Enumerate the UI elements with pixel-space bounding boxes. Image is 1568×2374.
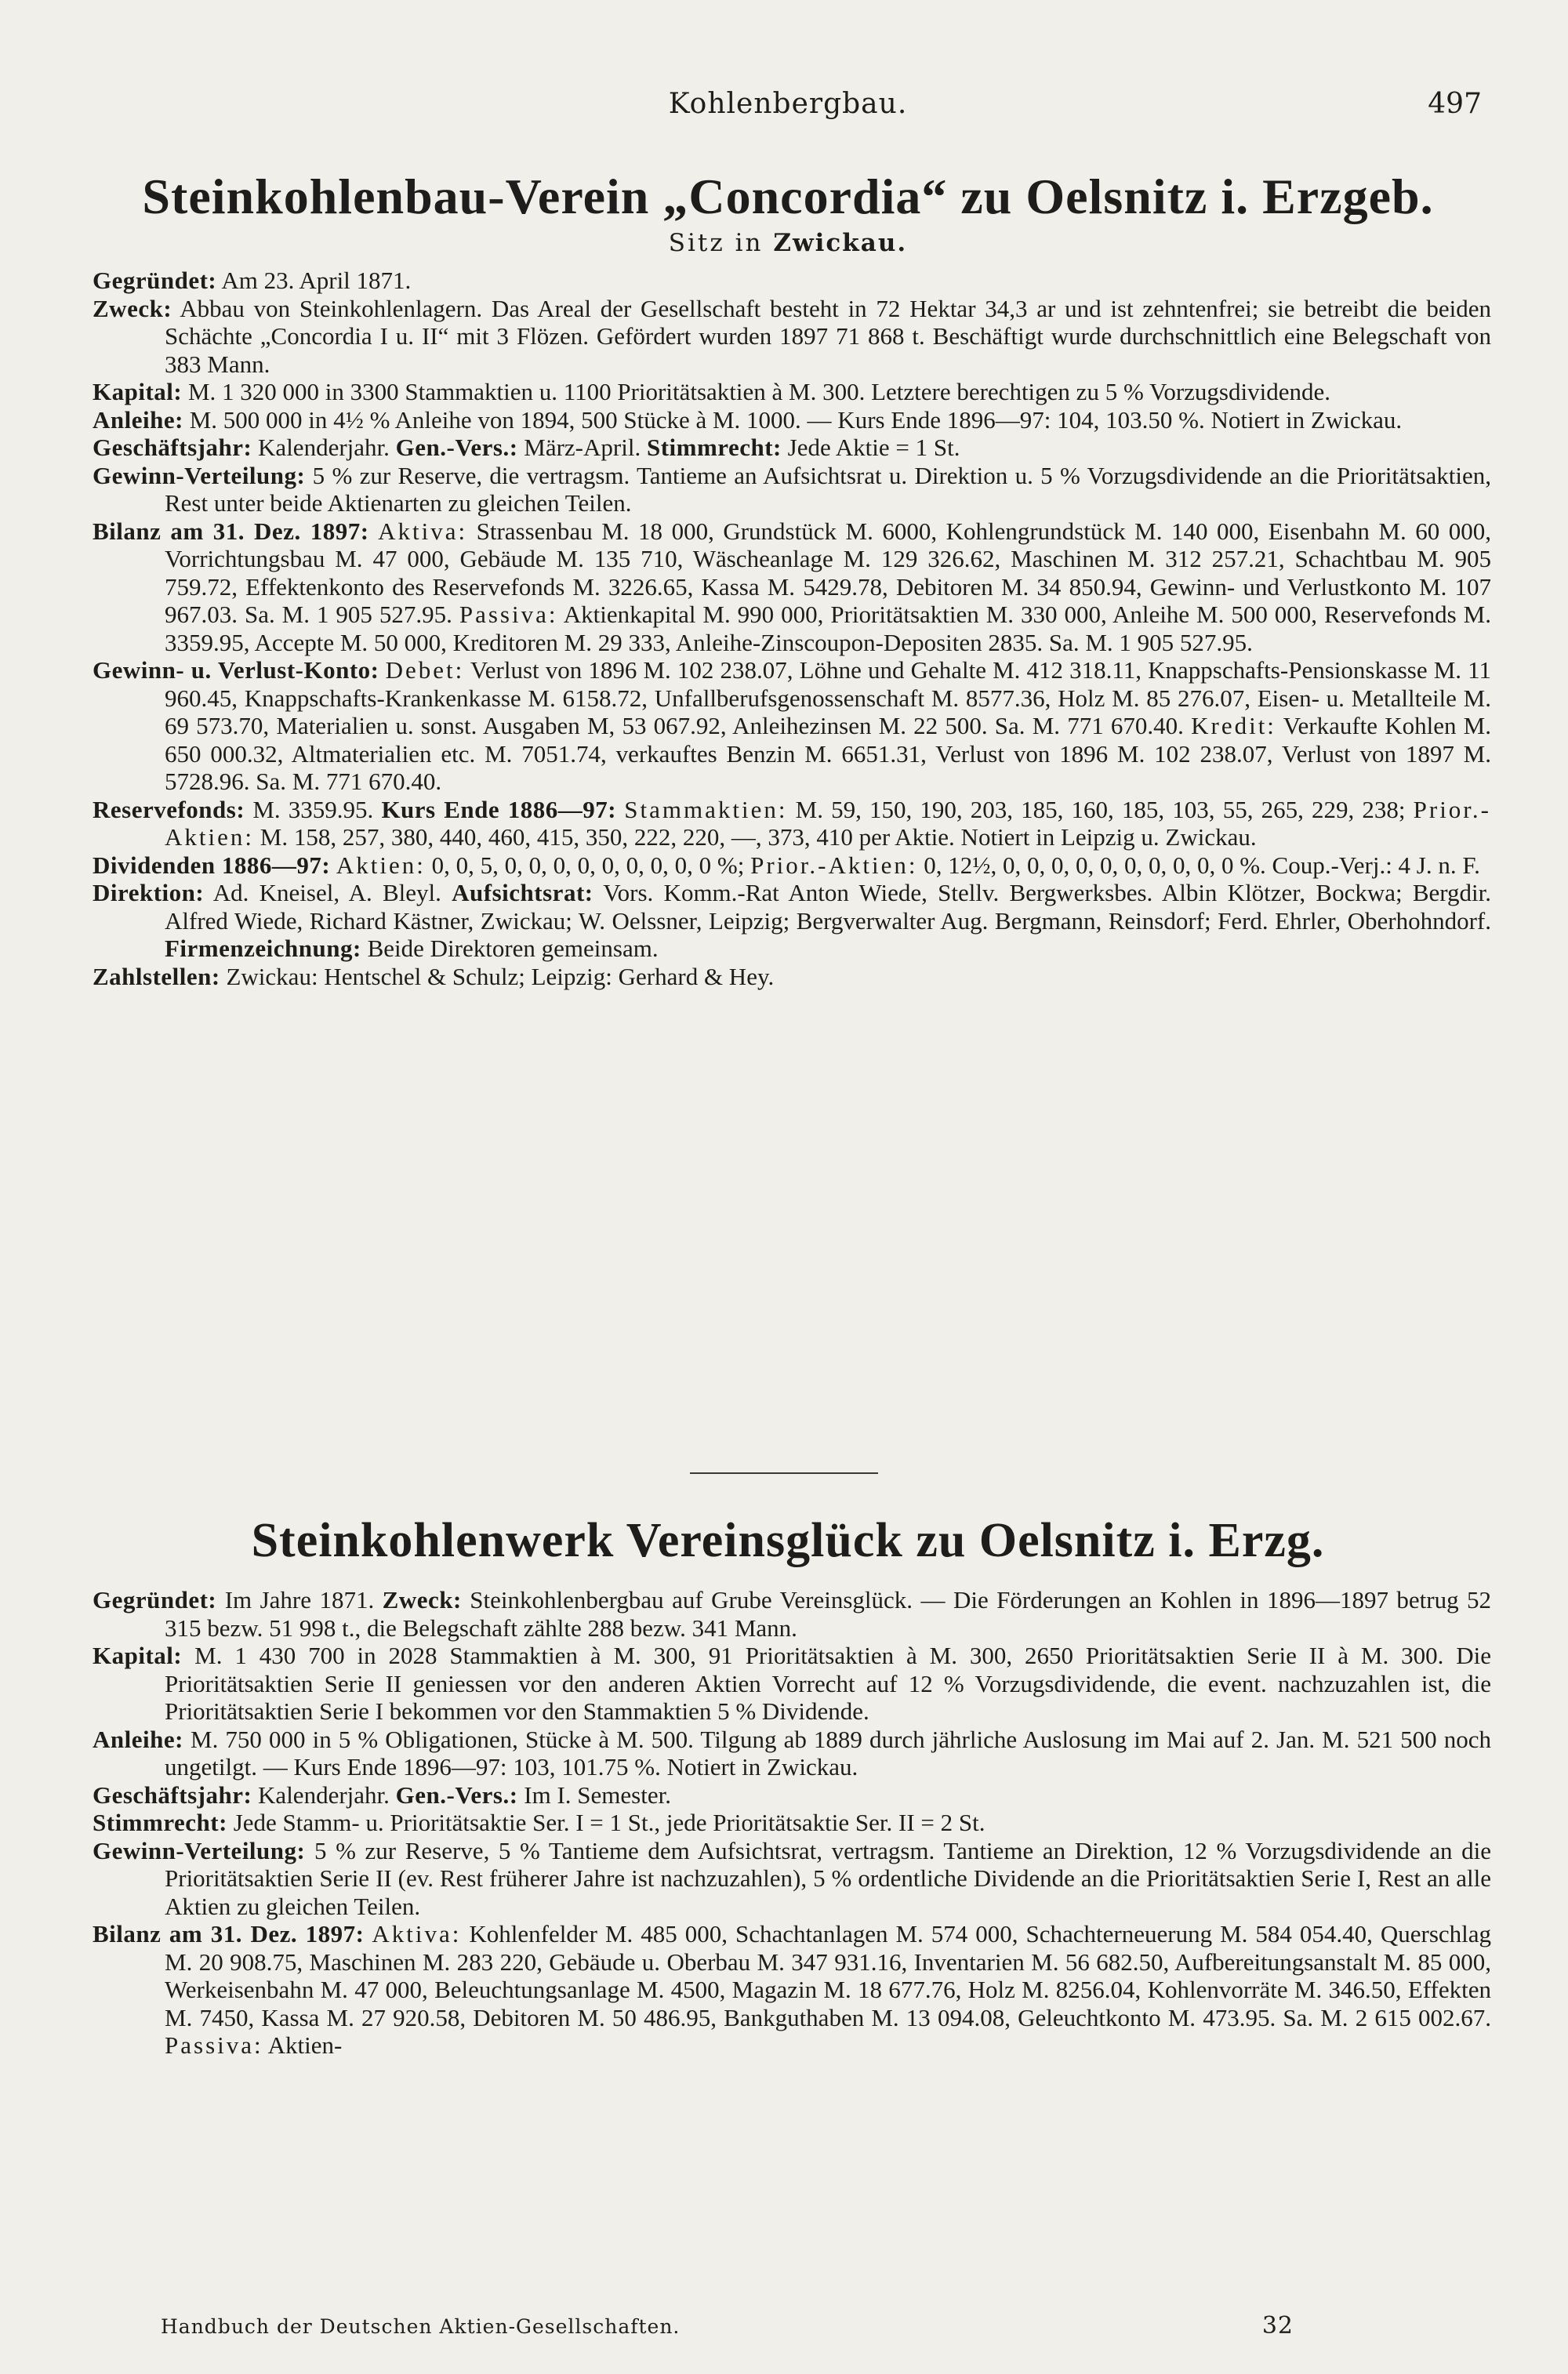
entry-text: M. 1 320 000 in 3300 Stammaktien u. 1100 Prioritätsaktien à M. 300. Letztere berechtigen zu 5 % Vorzugsdividende. [187, 378, 1330, 405]
entry-text: März-April. [524, 434, 641, 461]
running-header [94, 88, 1482, 129]
entry-label: Anleihe: [93, 405, 183, 434]
entry-sublabel: Prior.-Aktien: [750, 851, 918, 879]
entry-text: M. 1 430 700 in 2028 Stammaktien à M. 300, 91 Prioritätsaktien à M. 300, 2650 Prioritätsaktien Serie II à M. 300. Die Prioritätsaktien Serie II geniessen vor den anderen Aktien Vorrecht auf 12 % Vorzugsdividende, die event. nachzuzahlen ist, die Prioritätsaktien Serie I bekommen vor den Stammaktien 5 % Dividende. [165, 1642, 1491, 1725]
entry-stimmrecht [93, 1809, 1491, 1837]
entry-zweck [93, 295, 1491, 379]
entry-label: Kapital: [93, 1642, 183, 1669]
entry-text: Steinkohlenbergbau auf Grube Vereinsglück. — Die Förderungen an Kohlen in 1896—1897 betrug 52 315 bezw. 51 998 t., die Belegschaft zählte 288 bezw. 341 Mann. [165, 1586, 1492, 1642]
seat-city: Zwickau. [773, 229, 908, 257]
article-body-vereinsglueck [93, 1586, 1491, 2060]
entry-label: Geschäftsjahr: [93, 1781, 252, 1809]
entry-reservefonds [93, 796, 1491, 851]
entry-label: Direktion: [93, 879, 205, 906]
entry-text: Verkaufte Kohlen M. 650 000.32, Altmaterialien etc. M. 7051.74, verkauftes Benzin M. 6651.31, Verlust von 1896 M. 102 238.07, Verlust von 1897 M. 5728.96. Sa. M. 771 670.40. [165, 712, 1491, 795]
entry-text: Jede Stamm- u. Prioritätsaktie Ser. I = 1 St., jede Prioritätsaktie Ser. II = 2 St. [233, 1809, 985, 1836]
article-title-concordia: Steinkohlenbau-Verein „Concordia“ zu Oelsnitz i. Erzgeb. [142, 169, 1434, 224]
entry-direktion [93, 879, 1491, 963]
running-title: Kohlenbergbau. [668, 88, 908, 120]
entry-text: Im I. Semester. [524, 1781, 671, 1809]
entry-sublabel: Aktiva: [372, 1920, 462, 1947]
entry-text: Kalenderjahr. [258, 434, 390, 461]
article-title-vereinsglueck: Steinkohlenwerk Vereinsglück zu Oelsnitz i. Erzg. [251, 1514, 1325, 1567]
entry-text: M. 3359.95. [252, 795, 374, 823]
entry-anleihe [93, 406, 1491, 434]
entry-text: M. 59, 150, 190, 203, 185, 160, 185, 103, 55, 265, 229, 238; [795, 795, 1406, 823]
entry-label: Gegründet: [93, 267, 217, 294]
entry-sublabel: Aktiva: [378, 517, 468, 545]
entry-label: Dividenden 1886—97: [93, 851, 331, 879]
entry-text: Kalenderjahr. [258, 1781, 390, 1809]
company-seat [86, 229, 1490, 257]
entry-label: Reservefonds: [93, 795, 245, 823]
entry-label: Bilanz am 31. Dez. 1897: [93, 517, 369, 545]
entry-geschaeftsjahr [93, 434, 1491, 462]
entry-anleihe [93, 1726, 1491, 1781]
entry-gewinn-verlust-konto [93, 656, 1491, 796]
entry-sublabel: Prior.-Aktien: [165, 795, 1491, 851]
entry-text: 5 % zur Reserve, 5 % Tantieme dem Aufsichtsrat, vertragsm. Tantieme an Direktion, 12 % Vorzugsdividende an die Prioritätsaktien Serie II (ev. Rest früherer Jahre ist nachzuzahlen), 5 % ordentliche Dividende an die Prioritätsaktien Serie I, Rest an alle Aktien zu gleichen Teilen. [165, 1836, 1492, 1920]
entry-label: Kurs Ende 1886—97: [381, 795, 617, 823]
entry-zahlstellen [93, 963, 1491, 991]
seat-prefix: Sitz in [668, 229, 764, 257]
entry-geschaeftsjahr [93, 1781, 1491, 1810]
entry-text: Zwickau: Hentschel & Schulz; Leipzig: Gerhard & Hey. [226, 962, 775, 990]
entry-text: Aktien- [267, 2031, 343, 2059]
entry-sublabel: Passiva: [165, 2031, 263, 2059]
entry-text: Ad. Kneisel, A. Bleyl. [212, 879, 441, 906]
entry-bilanz [93, 1920, 1491, 2060]
section-divider [690, 1472, 878, 1474]
page-number: 497 [1428, 88, 1482, 120]
entry-sublabel: Stammaktien: [624, 795, 788, 823]
entry-label: Kapital: [93, 378, 183, 405]
entry-gewinn-verteilung [93, 1837, 1491, 1921]
entry-gegruendet [93, 1586, 1491, 1642]
entry-label: Gen.-Vers.: [395, 1781, 518, 1809]
entry-label: Zahlstellen: [93, 962, 220, 990]
entry-text: Kohlenfelder M. 485 000, Schachtanlagen M. 574 000, Schachterneuerung M. 584 054.40, Querschlag M. 20 908.75, Maschinen M. 283 220, Gebäude u. Oberbau M. 347 931.16, Inventarien M. 56 682.50, Aufbereitungsanstalt M. 85 000, Werkeisenbahn M. 47 000, Beleuchtungsanlage M. 4500, Magazin M. 18 677.76, Holz M. 8256.04, Kohlenvorräte M. 346.50, Effekten M. 7450, Kassa M. 27 920.58, Debitoren M. 50 486.95, Bankguthaben M. 13 094.08, Geleuchtkonto M. 473.95. Sa. M. 2 615 002.67. [165, 1920, 1492, 2031]
entry-label: Aufsichtsrat: [452, 879, 593, 906]
publication-title: Handbuch der Deutschen Aktien-Gesellschaften. [161, 2315, 681, 2338]
entry-label: Zweck: [93, 294, 172, 322]
entry-text: 0, 12½, 0, 0, 0, 0, 0, 0, 0, 0, 0, 0 %. Coup.-Verj.: 4 J. n. F. [924, 851, 1480, 879]
entry-label: Zweck: [382, 1586, 462, 1614]
entry-text: M. 158, 257, 380, 440, 460, 415, 350, 222, 220, —, 373, 410 per Aktie. Notiert in Leipzig u. Zwickau. [260, 823, 1257, 851]
entry-label: Gen.-Vers.: [395, 434, 518, 461]
entry-dividenden [93, 851, 1491, 880]
entry-label: Stimmrecht: [646, 434, 782, 461]
entry-kapital [93, 1642, 1491, 1726]
entry-text: 5 % zur Reserve, die vertragsm. Tantieme an Aufsichtsrat u. Direktion u. 5 % Vorzugsdividende an die Prioritätsaktien, Rest unter beide Aktienarten zu gleichen Teilen. [165, 461, 1492, 517]
entry-text: Im Jahre 1871. [224, 1586, 375, 1614]
entry-text: Abbau von Steinkohlenlagern. Das Areal der Gesellschaft besteht in 72 Hektar 34,3 ar und ist zehntenfrei; sie betreibt die beiden Schächte „Concordia I u. II“ mit 3 Flözen. Gefördert wurden 1897 71 868 t. Beschäftigt wurde durchschnittlich eine Belegschaft von 383 Mann. [165, 294, 1491, 378]
entry-text: M. 500 000 in 4½ % Anleihe von 1894, 500 Stücke à M. 1000. — Kurs Ende 1896—97: 104, 103.50 %. Notiert in Zwickau. [189, 405, 1403, 434]
entry-text: 0, 0, 5, 0, 0, 0, 0, 0, 0, 0, 0, 0 %; [431, 851, 745, 879]
entry-text: Strassenbau M. 18 000, Grundstück M. 6000, Kohlengrundstück M. 140 000, Eisenbahn M. 60 000, Vorrichtungsbau M. 47 000, Gebäude M. 135 710, Wäscheanlage M. 129 326.62, Maschinen M. 312 257.21, Schachtbau M. 905 759.72, Effektenkonto des Reservefonds M. 3226.65, Kassa M. 5429.78, Debitoren M. 34 850.94, Gewinn- und Verlustkonto M. 107 967.03. Sa. M. 1 905 527.95. [165, 517, 1492, 628]
entry-text: Am 23. April 1871. [221, 267, 412, 294]
entry-label: Gewinn-Verteilung: [93, 461, 306, 489]
entry-sublabel: Passiva: [459, 601, 558, 628]
entry-text: Jede Aktie = 1 St. [787, 434, 960, 461]
entry-label: Geschäftsjahr: [93, 434, 252, 461]
entry-bilanz [93, 517, 1491, 657]
entry-text: M. 750 000 in 5 % Obligationen, Stücke à M. 500. Tilgung ab 1889 durch jährliche Auslosung im Mai auf 2. Jan. M. 521 500 noch ungetilgt. — Kurs Ende 1896—97: 103, 101.75 %. Notiert in Zwickau. [165, 1725, 1492, 1781]
entry-text: Beide Direktoren gemeinsam. [367, 935, 659, 962]
entry-text: Aktienkapital M. 990 000, Prioritätsaktien M. 330 000, Anleihe M. 500 000, Reservefonds M. 3359.95, Accepte M. 50 000, Kreditoren M. 29 333, Anleihe-Zinscoupon-Depositen 2835. Sa. M. 1 905 527.95. [165, 601, 1491, 656]
entry-label: Gegründet: [93, 1586, 217, 1614]
entry-text: Verlust von 1896 M. 102 238.07, Löhne und Gehalte M. 412 318.11, Knappschafts-Pensionskasse M. 11 960.45, Knappschafts-Krankenkasse M. 6158.72, Unfallberufsgenossenschaft M. 8577.36, Holz M. 85 276.07, Eisen- u. Metallteile M. 69 573.70, Materialien u. sonst. Ausgaben M, 53 067.92, Anleihezinsen M. 22 500. Sa. M. 771 670.40. [165, 656, 1491, 739]
entry-label: Firmenzeichnung: [165, 935, 361, 962]
entry-label: Gewinn-Verteilung: [93, 1836, 306, 1864]
entry-label: Anleihe: [93, 1725, 183, 1753]
entry-label: Stimmrecht: [93, 1809, 227, 1836]
entry-gewinn-verteilung [93, 462, 1491, 517]
entry-sublabel: Kredit: [1191, 712, 1276, 739]
page-footer [161, 2312, 1482, 2347]
entry-gegruendet [93, 267, 1491, 295]
signature-mark: 32 [1261, 2312, 1294, 2340]
entry-sublabel: Aktien: [336, 851, 426, 879]
entry-label: Gewinn- u. Verlust-Konto: [93, 656, 379, 684]
entry-sublabel: Debet: [385, 656, 465, 684]
entry-kapital [93, 378, 1491, 406]
article-body-concordia [93, 267, 1491, 990]
entry-text: Vors. Komm.-Rat Anton Wiede, Stellv. Bergwerksbes. Albin Klötzer, Bockwa; Bergdir. Alfred Wiede, Richard Kästner, Zwickau; W. Oelssner, Leipzig; Bergverwalter Aug. Bergmann, Reinsdorf; Ferd. Ehrler, Oberhohndorf. [165, 879, 1492, 935]
entry-label: Bilanz am 31. Dez. 1897: [93, 1920, 365, 1947]
